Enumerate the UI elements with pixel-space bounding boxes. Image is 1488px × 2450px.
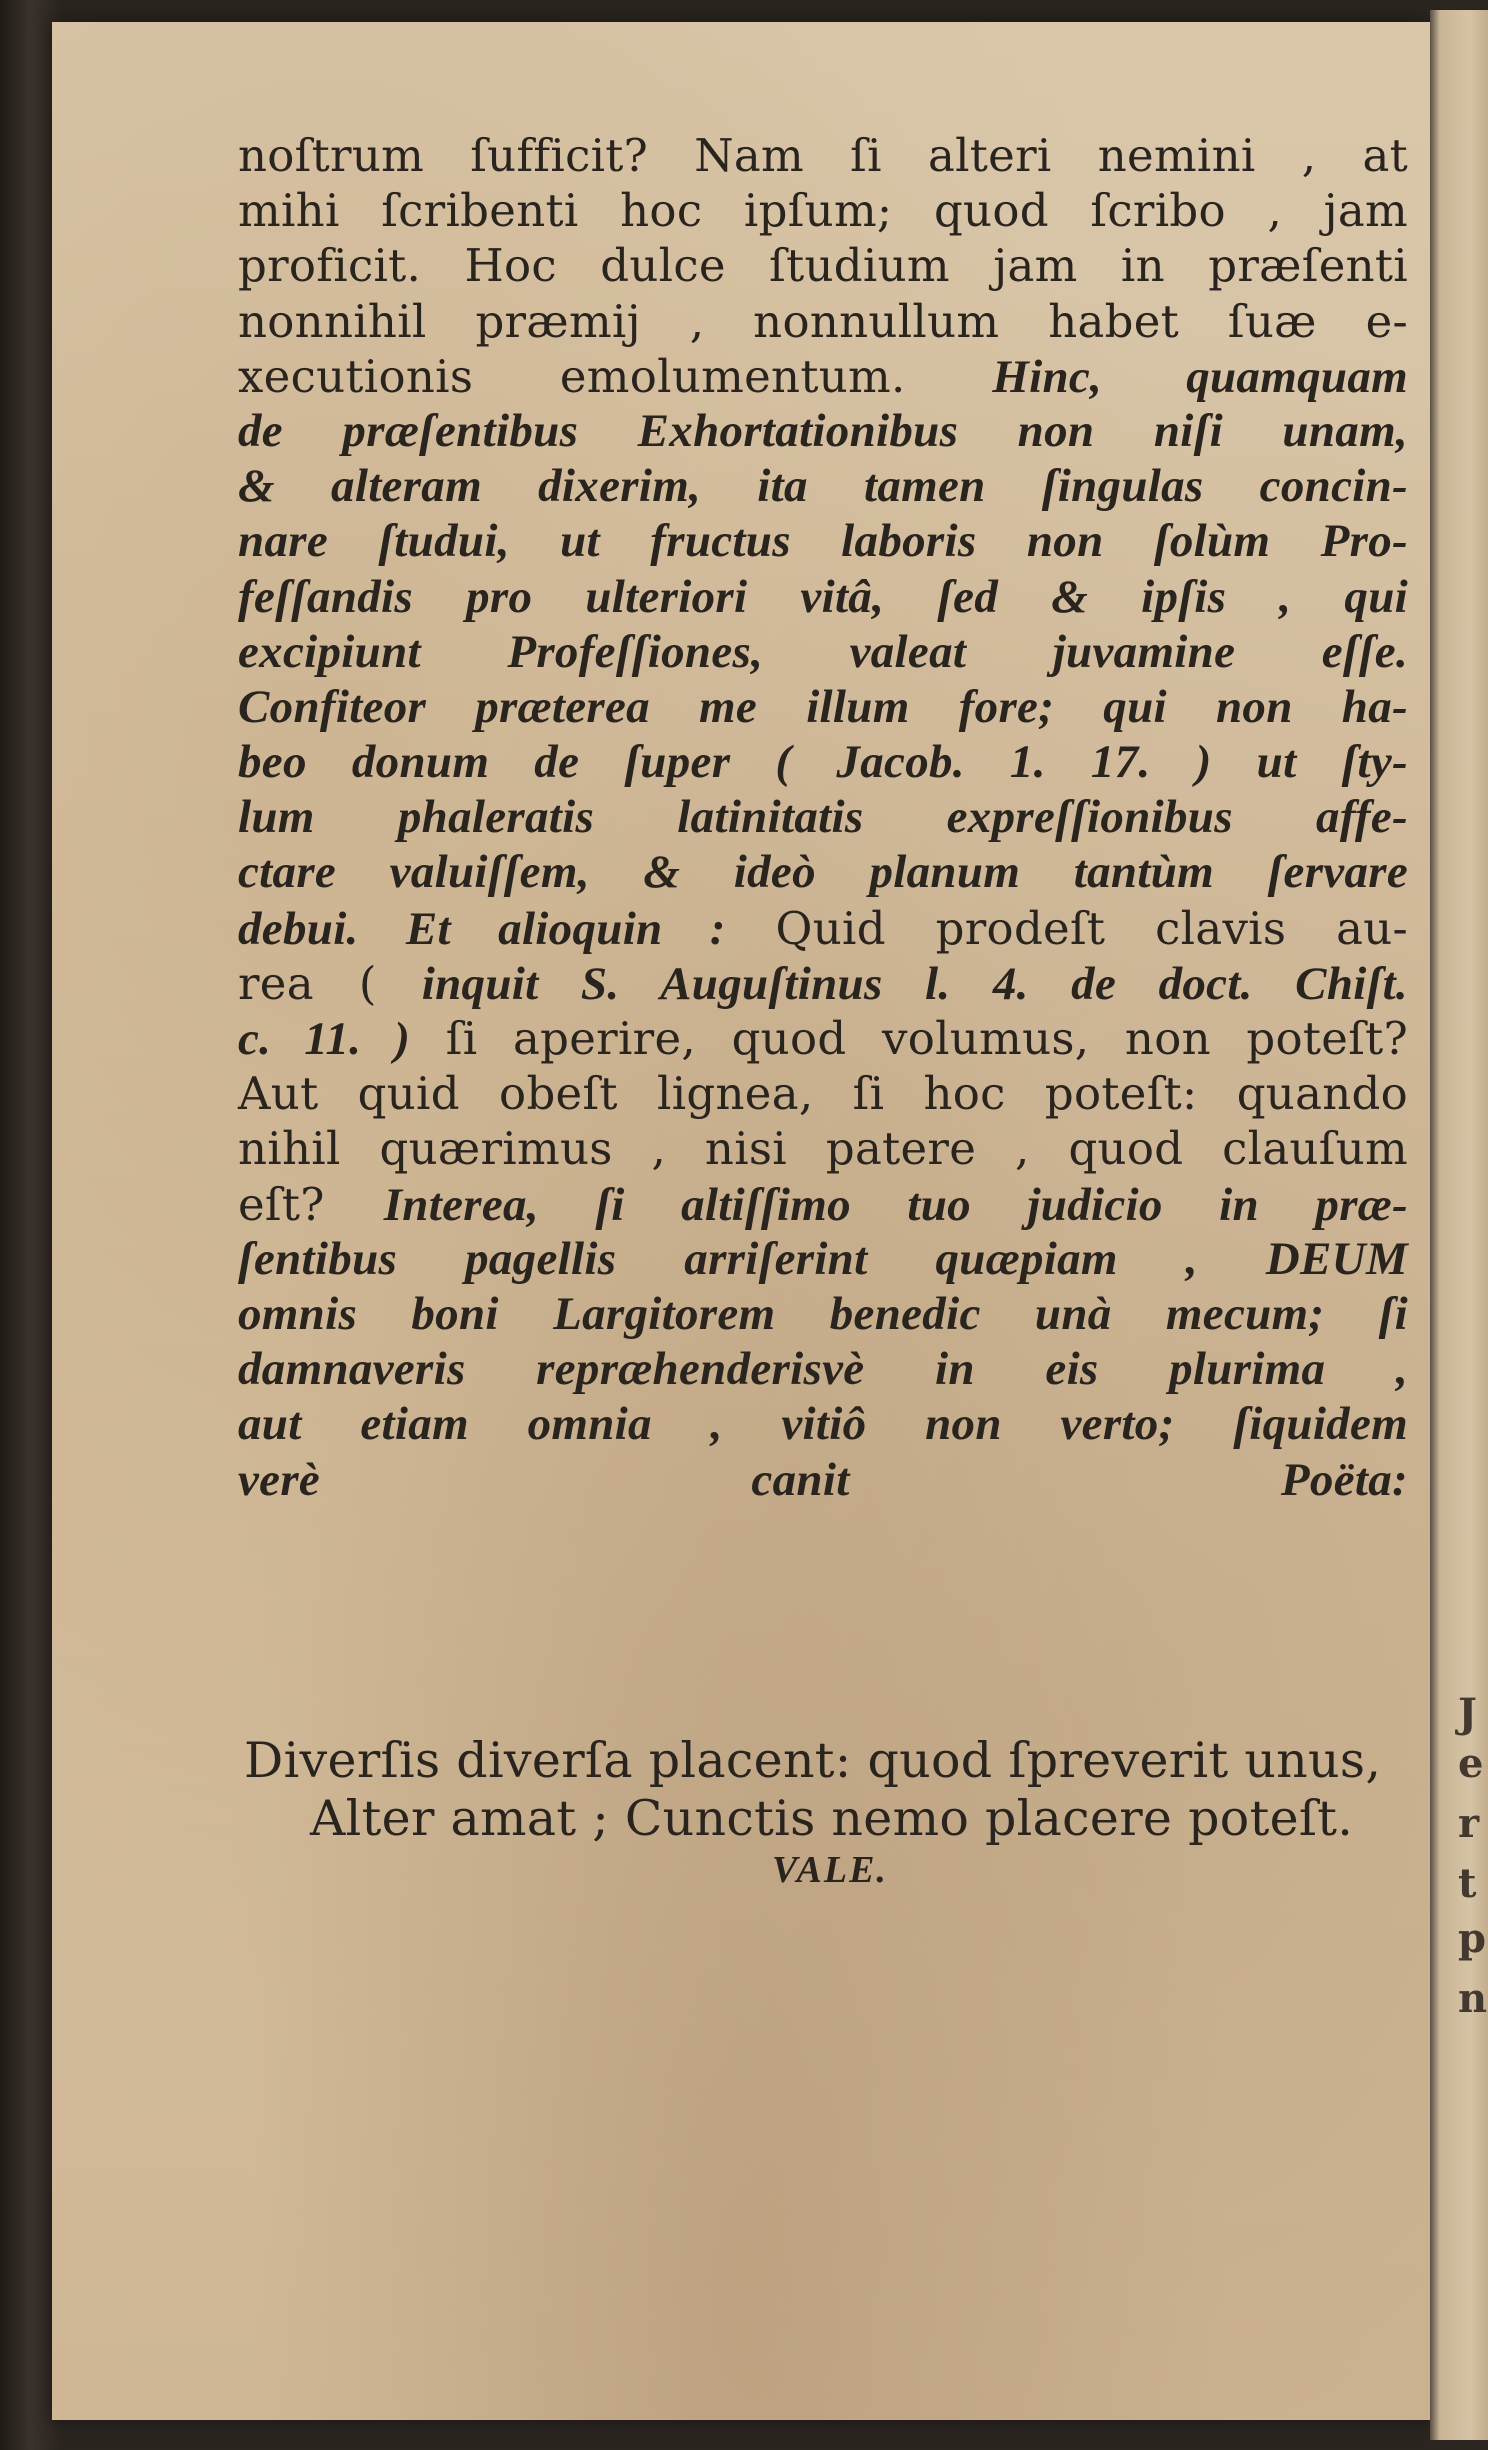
text-line: noſtrum ſufficit? Nam ſi alteri nemini , at [238,129,1408,182]
italic-run: c. 11. ) [238,1013,411,1065]
text-line: omnis boni Largitorem benedic unà mecum; ſi [238,1287,1408,1340]
text-line: Aut quid obeſt lignea, ſi hoc poteſt: quando [238,1067,1408,1121]
closing-verse [244,1732,1422,1906]
text-line: nonnihil præmij , nonnullum habet ſuæ e- [238,294,1408,348]
text-line: verè canit Poëta: [238,1453,1408,1506]
text-line: proficit. Hoc dulce ſtudium jam in præſenti [238,239,1408,293]
facing-page-letter: r [1458,1800,1480,1847]
text-line [238,901,1408,956]
body-text [238,128,1416,1508]
italic-run: debui. Et alioquin : [238,902,726,955]
text-line [238,349,1408,404]
text-line: & alteram dixerim, ita tamen ſingulas concin- [238,460,1408,513]
facing-page-letter: n [1458,1975,1488,2022]
roman-run: eſt? [238,1177,325,1231]
italic-run: inquit S. Auguſtinus l. 4. de doct. Chiſt. [421,957,1408,1010]
facing-page-letter: e [1458,1740,1484,1787]
closing-vale: VALE. [772,1849,888,1891]
verse-line-1: Diverſis diverſa placent: quod ſpreverit unus, [244,1732,1382,1789]
text-line [238,1011,1408,1066]
roman-run: ſi aperire, quod volumus, non poteſt? [445,1012,1408,1065]
italic-run: Interea, ſi altiſſimo tuo judicio in præ- [383,1178,1408,1231]
roman-run: rea ( [238,956,377,1010]
text-line: nare ſtudui, ut fructus laboris non ſolùm Pro- [238,515,1408,568]
text-line: mihi ſcribenti hoc ipſum; quod ſcribo , jam [238,184,1408,238]
text-line: Confiteor præterea me illum fore; qui non ha- [238,680,1408,733]
roman-run: Quid prodeſt clavis au- [775,901,1408,955]
text-line: damnaveris repræhenderisvè in eis plurima , [238,1343,1408,1396]
text-line [238,1177,1408,1232]
facing-page-letter: t [1458,1860,1477,1907]
roman-run: xecutionis emolumentum. [238,349,906,403]
facing-page-letter: p [1458,1915,1486,1962]
text-line: excipiunt Profeſſiones, valeat juvamine eſſe. [238,625,1408,678]
text-line: de præſentibus Exhortationibus non niſi unam, [238,404,1408,457]
text-line: feſſandis pro ulteriori vitâ, ſed & ipſis , qui [238,570,1408,623]
text-line: lum phaleratis latinitatis expreſſionibus affe- [238,791,1408,844]
text-line: beo donum de ſuper ( Jacob. 1. 17. ) ut ſty- [238,736,1408,789]
text-line: aut etiam omnia , vitiô non verto; ſiquidem [238,1398,1408,1451]
italic-run: Hinc, quamquam [992,350,1408,403]
text-line: ctare valuiſſem, & ideò planum tantùm ſervare [238,846,1408,899]
facing-page-letter: J [1458,1690,1477,1737]
text-line: ſentibus pagellis arriſerint quæpiam , DEUM [238,1232,1408,1285]
facing-page-edge [1430,10,1488,2440]
verse-line-2: Alter amat ; Cunctis nemo placere poteſt. [310,1790,1354,1847]
text-line [238,956,1408,1011]
text-line: nihil quærimus , nisi patere , quod clauſum [238,1122,1408,1176]
